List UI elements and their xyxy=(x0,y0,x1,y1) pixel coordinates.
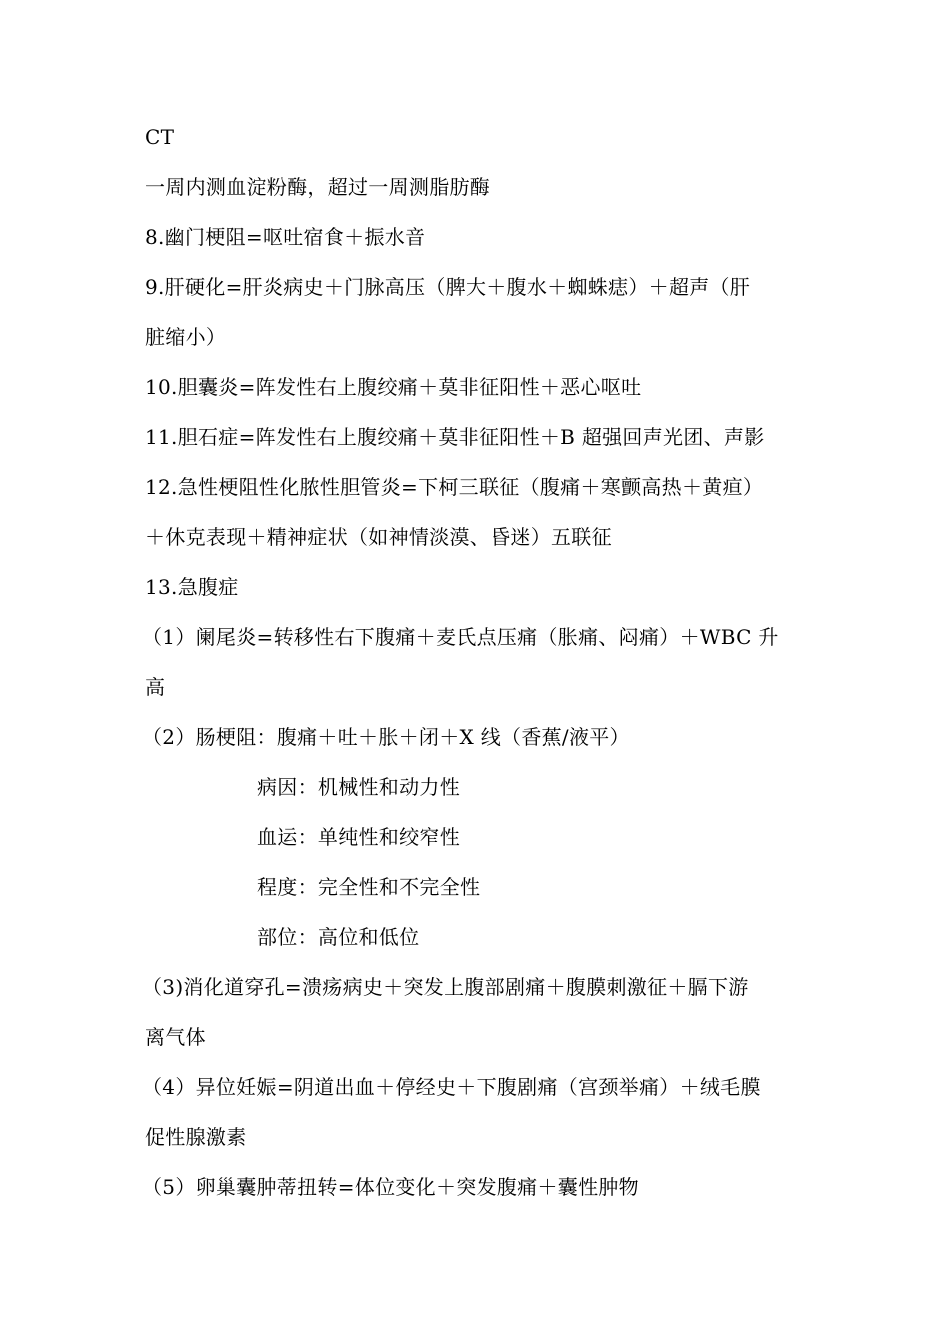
text-line-degree: 程度：完全性和不完全性 xyxy=(257,875,481,899)
text-line-cholangitis: 12.急性梗阻性化脓性胆管炎=下柯三联征（腹痛＋寒颤高热＋黄疸） xyxy=(145,475,764,499)
text-line-perforation: （3)消化道穿孔=溃疡病史＋突发上腹部剧痛＋腹膜刺激征＋膈下游 xyxy=(142,975,749,999)
text-line-cholangitis-cont: ＋休克表现＋精神症状（如神情淡漠、昏迷）五联征 xyxy=(145,525,612,549)
text-line-cirrhosis-cont: 脏缩小） xyxy=(145,325,227,349)
text-line-perforation-cont: 离气体 xyxy=(145,1025,206,1049)
text-line-ovarian-torsion: （5）卵巢囊肿蒂扭转=体位变化＋突发腹痛＋囊性肿物 xyxy=(142,1175,639,1199)
text-line-intestinal-obstruction: （2）肠梗阻：腹痛＋吐＋胀＋闭＋X 线（香蕉/液平） xyxy=(142,725,630,749)
text-line-acute-abdomen: 13.急腹症 xyxy=(145,575,239,599)
text-line-blood-supply: 血运：单纯性和绞窄性 xyxy=(257,825,460,849)
text-line-appendicitis-cont: 高 xyxy=(145,675,166,699)
document-body xyxy=(142,112,815,1212)
text-line-cholelithiasis: 11.胆石症=阵发性右上腹绞痛＋莫非征阳性＋B 超强回声光团、声影 xyxy=(145,425,765,449)
text-line-pyloric-obstruction: 8.幽门梗阻=呕吐宿食＋振水音 xyxy=(145,225,426,249)
text-line-location: 部位：高位和低位 xyxy=(257,925,420,949)
text-line-etiology: 病因：机械性和动力性 xyxy=(257,775,460,799)
text-line-cirrhosis: 9.肝硬化=肝炎病史＋门脉高压（脾大＋腹水＋蜘蛛痣）＋超声（肝 xyxy=(145,275,751,299)
text-line-ectopic-pregnancy: （4）异位妊娠=阴道出血＋停经史＋下腹剧痛（宫颈举痛）＋绒毛膜 xyxy=(142,1075,761,1099)
text-line-ectopic-pregnancy-cont: 促性腺激素 xyxy=(145,1125,247,1149)
text-line-ct: CT xyxy=(145,125,175,149)
text-line-appendicitis: （1）阑尾炎=转移性右下腹痛＋麦氏点压痛（胀痛、闷痛）＋WBC 升 xyxy=(142,625,779,649)
text-line-cholecystitis: 10.胆囊炎=阵发性右上腹绞痛＋莫非征阳性＋恶心呕吐 xyxy=(145,375,642,399)
text-line-amylase: 一周内测血淀粉酶，超过一周测脂肪酶 xyxy=(145,175,491,199)
